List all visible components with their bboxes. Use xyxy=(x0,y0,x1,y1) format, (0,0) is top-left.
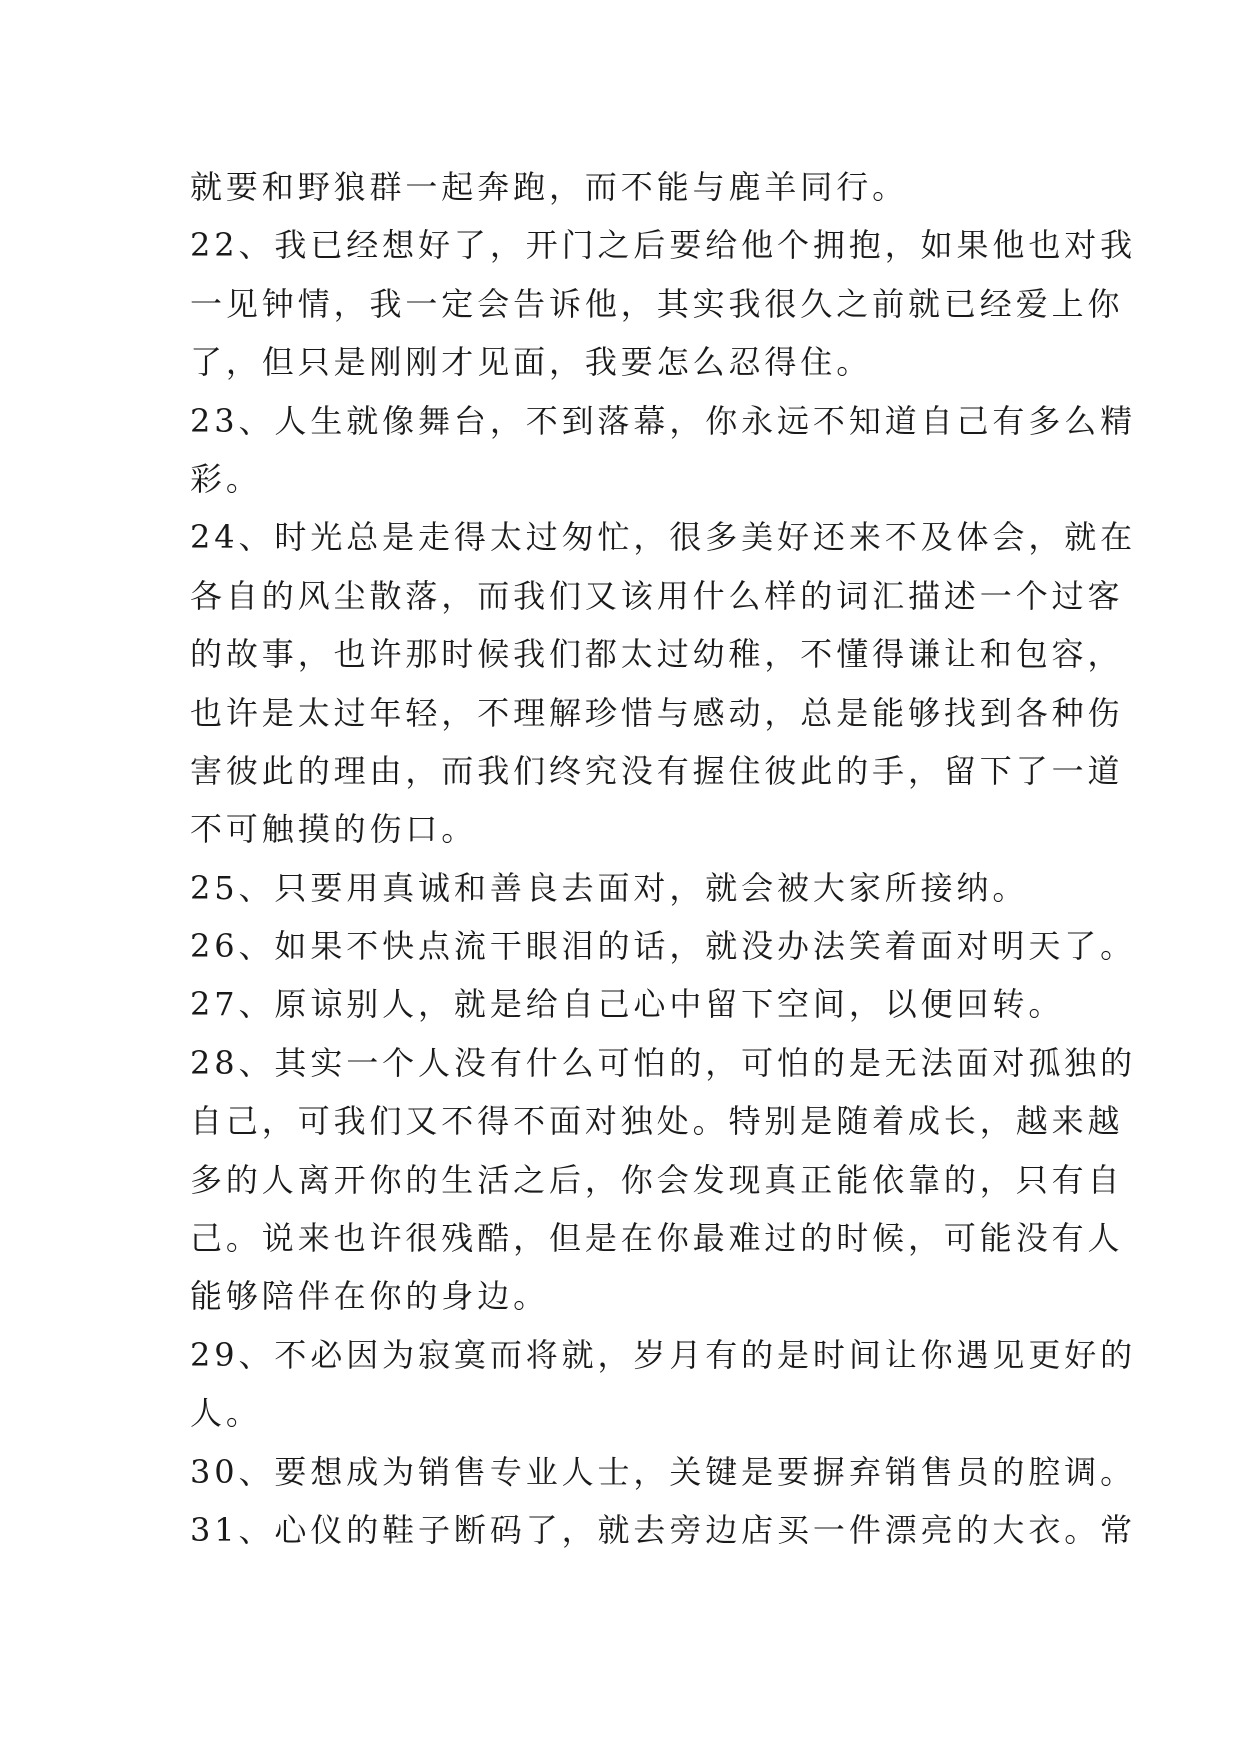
text-line: 29、不必因为寂寞而将就，岁月有的是时间让你遇见更好的 xyxy=(190,1335,1137,1374)
text-line: 23、人生就像舞台，不到落幕，你永远不知道自己有多么精 xyxy=(190,401,1137,440)
text-line: 30、要想成为销售专业人士，关键是要摒弃销售员的腔调。 xyxy=(190,1452,1137,1491)
text-line: 人。 xyxy=(190,1394,262,1433)
text-line: 害彼此的理由，而我们终究没有握住彼此的手，留下了一道 xyxy=(190,751,1124,790)
text-line: 自己，可我们又不得不面对独处。特别是随着成长，越来越 xyxy=(190,1102,1124,1141)
text-line: 28、其实一个人没有什么可怕的，可怕的是无法面对孤独的 xyxy=(190,1043,1137,1082)
body-text xyxy=(190,158,1137,1559)
text-line: 能够陪伴在你的身边。 xyxy=(190,1277,550,1316)
text-line: 24、时光总是走得太过匆忙，很多美好还来不及体会，就在 xyxy=(190,518,1137,557)
text-line: 的故事，也许那时候我们都太过幼稚，不懂得谦让和包容， xyxy=(190,635,1124,674)
text-line: 就要和野狼群一起奔跑，而不能与鹿羊同行。 xyxy=(190,168,909,206)
text-line: 不可触摸的伤口。 xyxy=(190,810,478,849)
text-line: 25、只要用真诚和善良去面对，就会被大家所接纳。 xyxy=(190,868,1029,907)
text-line: 各自的风尘散落，而我们又该用什么样的词汇描述一个过客 xyxy=(190,576,1124,615)
text-line: 彩。 xyxy=(190,459,262,498)
text-line: 己。说来也许很残酷，但是在你最难过的时候，可能没有人 xyxy=(190,1219,1124,1258)
text-line: 22、我已经想好了，开门之后要给他个拥抱，如果他也对我 xyxy=(190,226,1137,265)
text-line: 26、如果不快点流干眼泪的话，就没办法笑着面对明天了。 xyxy=(190,927,1137,966)
text-line: 31、心仪的鞋子断码了，就去旁边店买一件漂亮的大衣。常 xyxy=(190,1510,1137,1549)
text-line: 27、原谅别人，就是给自己心中留下空间，以便回转。 xyxy=(190,985,1065,1024)
text-line: 多的人离开你的生活之后，你会发现真正能依靠的，只有自 xyxy=(190,1160,1124,1199)
text-line: 一见钟情，我一定会告诉他，其实我很久之前就已经爱上你 xyxy=(190,284,1124,323)
text-line: 了，但只是刚刚才见面，我要怎么忍得住。 xyxy=(190,343,873,382)
text-line: 也许是太过年轻，不理解珍惜与感动，总是能够找到各种伤 xyxy=(190,693,1124,732)
